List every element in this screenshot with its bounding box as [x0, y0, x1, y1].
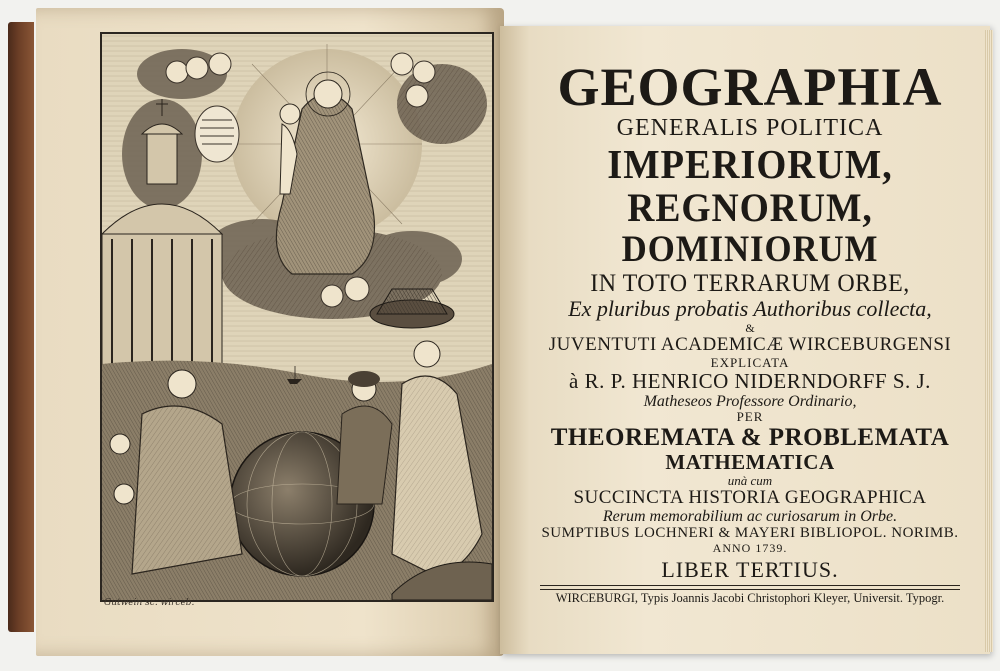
subtitle-line: GENERALIS POLITICA	[616, 115, 884, 142]
historia-line: SUCCINCTA HISTORIA GEOGRAPHICA	[573, 486, 927, 508]
frontispiece-engraving	[100, 32, 494, 602]
memorabilium-line: Rerum memorabilium ac curiosarum in Orbe.	[602, 508, 898, 526]
explicata-line: EXPLICATA	[710, 354, 790, 370]
engraving-illustration	[102, 34, 492, 600]
authoribus-line: Ex pluribus probatis Authoribus collecta,	[568, 295, 932, 321]
author-line: à R. P. HENRICO NIDERNDORFF S. J.	[569, 368, 931, 393]
title-imperiorum: IMPERIORUM,	[607, 141, 893, 188]
title-page-text	[530, 58, 970, 582]
title-geographia: GEOGRAPHIA	[557, 57, 943, 117]
juventuti-line: JUVENTUTI ACADEMICÆ WIRCEBURGENSI	[548, 334, 952, 356]
ampersand-line: &	[745, 321, 755, 336]
imprint-rule-bottom	[540, 589, 960, 590]
engraver-name: Gutwein sc. wirceb.	[104, 598, 195, 608]
liber-tertius-line: LIBER TERTIUS.	[661, 557, 839, 583]
professor-line: Matheseos Professore Ordinario,	[643, 392, 857, 410]
title-dominiorum: DOMINIORUM	[621, 228, 879, 270]
una-cum-line: unà cum	[727, 472, 773, 488]
year-line: ANNO 1739.	[712, 540, 788, 555]
publisher-line: SUMPTIBUS LOCHNERI & MAYERI BIBLIOPOL. NORIMB.	[541, 525, 959, 542]
theoremata-line: THEOREMATA & PROBLEMATA	[550, 423, 950, 451]
mathematica-line: MATHEMATICA	[665, 449, 835, 474]
per-line: PER	[736, 408, 764, 424]
page-stack-edge	[985, 30, 993, 652]
printer-imprint: WIRCEBURGI, Typis Joannis Jacobi Christophori Kleyer, Universit. Typogr.	[555, 591, 945, 605]
book-binding	[8, 22, 34, 632]
title-regnorum: REGNORUM,	[627, 185, 873, 231]
imprint-rule-top	[540, 585, 960, 586]
title-orbe-line: IN TOTO TERRARUM ORBE,	[590, 269, 910, 297]
engraver-signature	[104, 598, 484, 612]
